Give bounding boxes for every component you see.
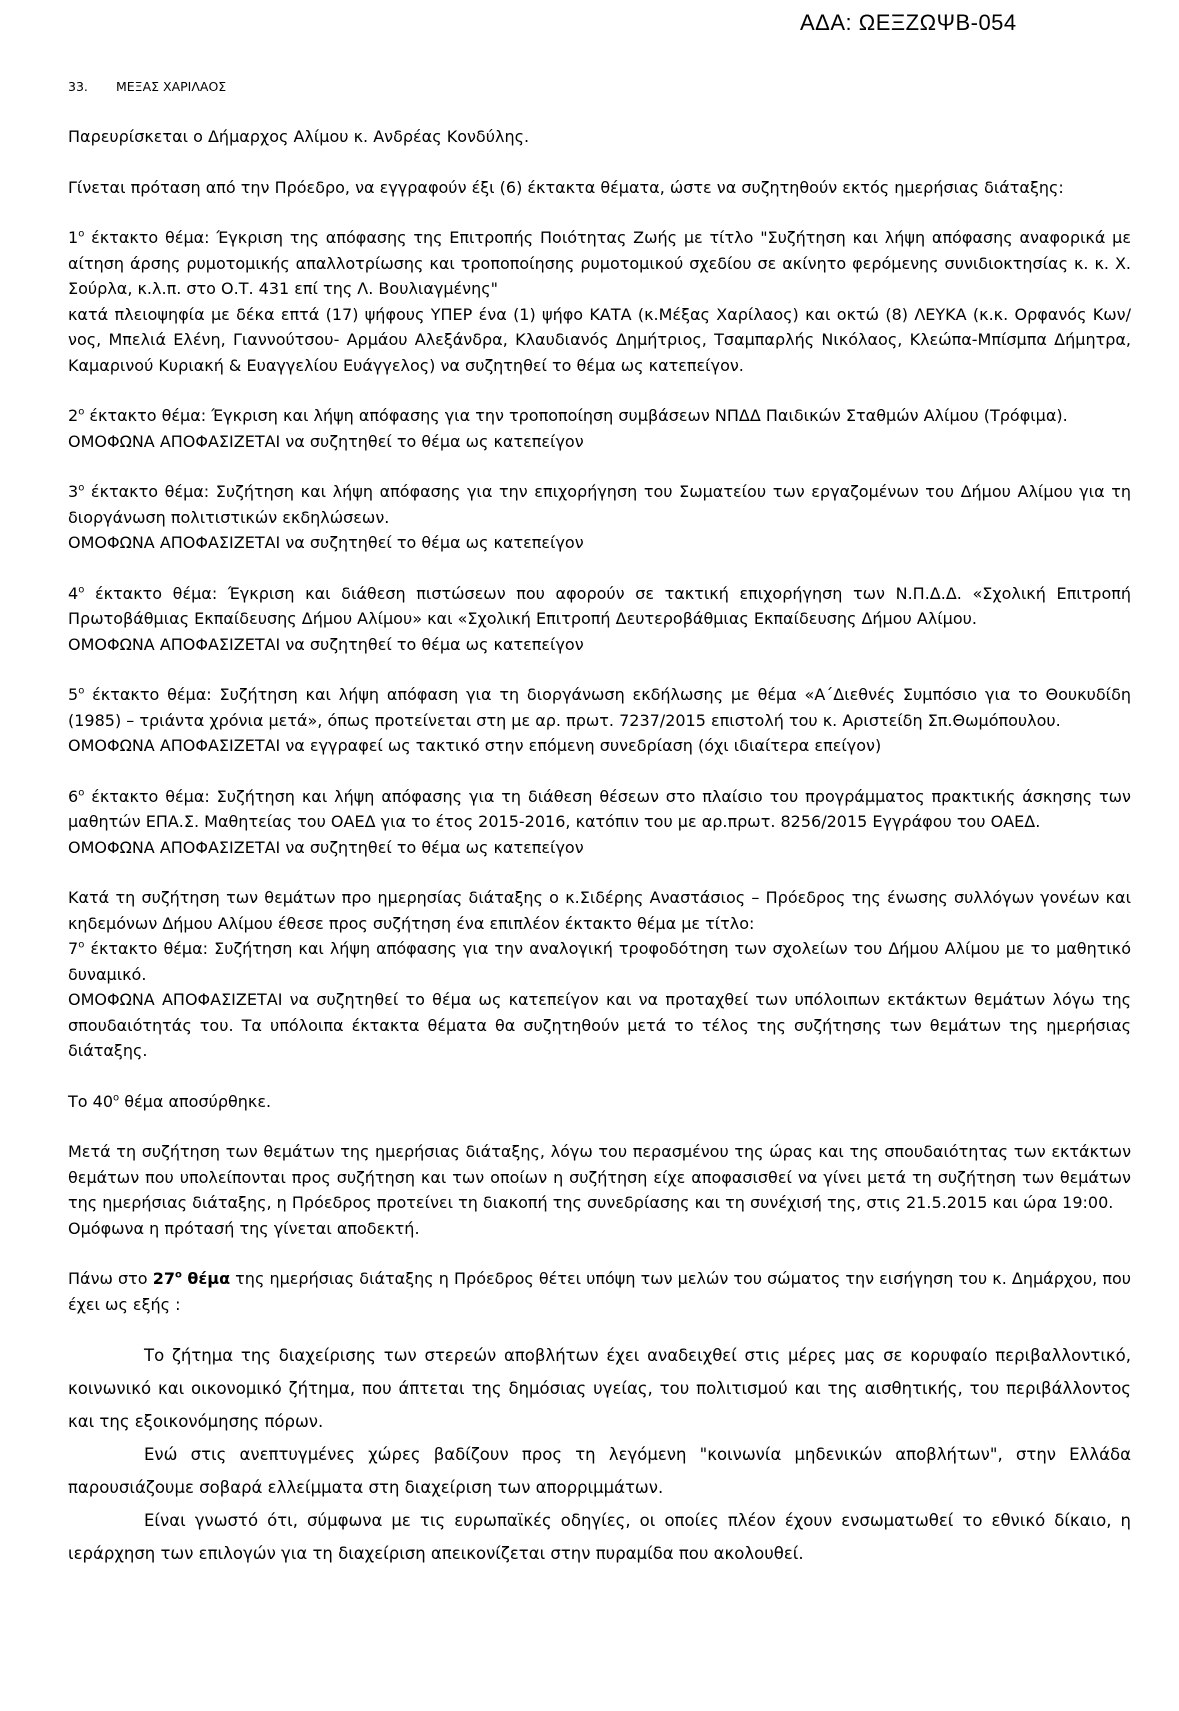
ordinal-sup: ο [78, 939, 85, 951]
emergency-item-4 [68, 581, 1131, 632]
item-text: έκτακτο θέμα: Συζήτηση και λήψη απόφασης για την αναλογική τροφοδότηση των σχολείων του Δήμου Αλίμου με το μαθητικό δυναμικό. [68, 939, 1131, 984]
item-num: 5 [68, 685, 79, 704]
item-num: 1 [68, 228, 79, 247]
emergency-item-7-vote: ΟΜΟΦΩΝΑ ΑΠΟΦΑΣΙΖΕΤΑΙ να συζητηθεί το θέμα ως κατεπείγον και να προταχθεί των υπόλοιπων εκτάκτων θεμάτων λόγω της σπουδαιότητάς του. Τα υπόλοιπα έκτακτα θέματα θα συζητηθούν μετά το τέλος της συζήτησης των θεμάτων της ημερήσιας διάταξης. [68, 990, 1131, 1060]
member-name: ΜΕΞΑΣ ΧΑΡΙΛΑΟΣ [116, 79, 227, 94]
item-number: 33. [68, 79, 88, 94]
item-num: 3 [68, 482, 79, 501]
ordinal-sup: ο [174, 1269, 182, 1281]
emergency-item-6-vote: ΟΜΟΦΩΝΑ ΑΠΟΦΑΣΙΖΕΤΑΙ να συζητηθεί το θέμα ως κατεπείγον [68, 837, 584, 857]
ordinal-sup: ο [78, 787, 85, 799]
ordinal-sup: ο [113, 1092, 120, 1104]
discussion-paragraph: Κατά τη συζήτηση των θεμάτων προ ημερησίας διάταξης ο κ.Σιδέρης Αναστάσιος – Πρόεδρος της ένωσης συλλόγων γονέων και κηδεμόνων Δήμου Αλίμου έθεσε προς συζήτηση ένα επιπλέον έκτακτο θέμα με τίτλο: [68, 888, 1131, 933]
item-num: 6 [68, 786, 79, 806]
ordinal-sup: ο [78, 584, 85, 596]
emergency-item-7 [68, 936, 1131, 987]
emergency-item-3-vote: ΟΜΟΦΩΝΑ ΑΠΟΦΑΣΙΖΕΤΑΙ να συζητηθεί το θέμα ως κατεπείγον [68, 533, 584, 552]
emergency-item-1 [68, 225, 1131, 302]
emergency-item-1-vote: κατά πλειοψηφία με δέκα επτά (17) ψήφους ΥΠΕΡ ένα (1) ψήφο ΚΑΤΑ (κ.Μέξας Χαρίλαος) και οκτώ (8) ΛΕΥΚΑ (κ.κ. Ορφανός Κων/νος, Μπελιά Ελένη, Γιαννούτσου- Αρμάου Αλεξάνδρα, Κλαυδιανός Δημήτριος, Τσαμπαρλής Νικόλαος, Κλεώπα-Μπίσμπα Δήμητρα, Καμαρινού Κυριακή & Ευαγγελίου Ευάγγελος) να συζητηθεί το θέμα ως κατεπείγον. [68, 304, 1131, 375]
item-num: 2 [68, 406, 79, 425]
acceptance-note: Ομόφωνα η πρότασή της γίνεται αποδεκτή. [68, 1218, 420, 1238]
ordinal-sup: ο [78, 228, 85, 240]
emergency-item-2 [68, 403, 1131, 429]
item-text: έκτακτο θέμα: Συζήτηση και λήψη απόφαση για τη διοργάνωση εκδήλωσης με θέμα «Α΄Διεθνές Συμπόσιο για το Θουκυδίδη (1985) – τριάντα χρόνια μετά», όπως προτείνεται στη με αρ. πρωτ. 7237/2015 επιστολή του κ. Αριστείδη Σπ.Θωμόπουλου. [68, 685, 1131, 730]
body-paragraph-3: Είναι γνωστό ότι, σύμφωνα με τις ευρωπαϊκές οδηγίες, οι οποίες πλέον έχουν ενσωματωθεί το εθνικό δίκαιο, η ιεράρχηση των επιλογών για τη διαχείριση απεικονίζεται στην πυραμίδα που ακολουθεί. [68, 1511, 1131, 1563]
emergency-item-2-vote: ΟΜΟΦΩΝΑ ΑΠΟΦΑΣΙΖΕΤΑΙ να συζητηθεί το θέμα ως κατεπείγον [68, 431, 584, 451]
emergency-item-6 [68, 784, 1131, 835]
ordinal-sup: ο [78, 406, 85, 418]
proposal-body [68, 1339, 1131, 1570]
proposal-paragraph: Γίνεται πρόταση από την Πρόεδρο, να εγγραφούν έξι (6) έκτακτα θέματα, ώστε να συζητηθούν εκτός ημερήσιας διάταξης: [68, 177, 1064, 197]
emergency-item-5 [68, 682, 1131, 733]
ordinal-sup: ο [78, 482, 85, 494]
adjournment-paragraph: Μετά τη συζήτηση των θεμάτων της ημερήσιας διάταξης, λόγω του περασμένου της ώρας και της σπουδαιότητας των εκτάκτων θεμάτων που υπολείπονται προς συζήτηση και των οποίων η συζήτηση είχε αποφασισθεί να γίνει μετά τη συζήτηση των θεμάτων της ημερήσιας διάταξης, η Πρόεδρος προτείνει τη διακοπή της συνεδρίασης και τη συνέχισή της, στις 21.5.2015 και ώρα 19:00. [68, 1142, 1131, 1212]
item-text: έκτακτο θέμα: Έγκριση και διάθεση πιστώσεων που αφορούν σε τακτική επιχορήγηση των Ν.Π.Δ.Δ. «Σχολική Επιτροπή Πρωτοβάθμιας Εκπαίδευσης Δήμου Αλίμου» και «Σχολική Επιτροπή Δευτεροβάθμιας Εκπαίδευσης Δήμου Αλίμου. [68, 583, 1131, 628]
emergency-item-4-vote: ΟΜΟΦΩΝΑ ΑΠΟΦΑΣΙΖΕΤΑΙ να συζητηθεί το θέμα ως κατεπείγον [68, 634, 584, 654]
item-num: 7 [68, 939, 79, 958]
item-text: έκτακτο θέμα: Έγκριση της απόφασης της Επιτροπής Ποιότητας Ζωής με τίτλο "Συζήτηση και λήψη απόφασης αναφορικά με αίτηση άρσης ρυμοτομικής απαλλοτρίωσης και τροποποίησης ρυμοτομικού σχεδίου σε ακίνητο φερόμενης συνιδιοκτησίας κ. κ. Χ. Σούρλα, κ.λ.π. στο Ο.Τ. 431 επί της Λ. Βουλιαγμένης" [68, 228, 1131, 298]
item-27-intro [68, 1266, 1131, 1317]
emergency-item-3 [68, 479, 1131, 530]
emergency-item-5-vote: ΟΜΟΦΩΝΑ ΑΠΟΦΑΣΙΖΕΤΑΙ να εγγραφεί ως τακτικό στην επόμενη συνεδρίαση (όχι ιδιαίτερα επείγον) [68, 736, 882, 755]
presence-note: Παρευρίσκεται ο Δήμαρχος Αλίμου κ. Ανδρέας Κονδύλης. [68, 127, 530, 146]
ordinal-sup: ο [78, 685, 85, 697]
intro-pre: Πάνω στο [68, 1269, 153, 1288]
item-num: 4 [68, 583, 79, 603]
item-27-num: 27 [152, 1269, 175, 1288]
item-text: έκτακτο θέμα: Συζήτηση και λήψη απόφασης για τη διάθεση θέσεων στο πλαίσιο του προγράμματος πρακτικής άσκησης των μαθητών ΕΠΑ.Σ. Μαθητείας του ΟΑΕΔ για το έτος 2015-2016, κατόπιν του με αρ.πρωτ. 8256/2015 Εγγράφου του ΟΑΕΔ. [68, 786, 1131, 831]
withdrawn-item [68, 1089, 1131, 1115]
intro-post: της ημερήσιας διάταξης η Πρόεδρος θέτει υπόψη των μελών του σώματος την εισήγηση του κ. Δημάρχου, που έχει ως εξής : [68, 1269, 1132, 1314]
withdrawn-post: θέμα αποσύρθηκε. [119, 1091, 272, 1111]
ada-code: ΑΔΑ: ΩΕΞΖΩΨΒ-054 [800, 10, 1017, 35]
item-text: έκτακτο θέμα: Έγκριση και λήψη απόφασης για την τροποποίηση συμβάσεων ΝΠΔΔ Παιδικών Σταθμών Αλίμου (Τρόφιμα). [84, 406, 1068, 425]
item-27-word: θέμα [181, 1269, 231, 1288]
body-paragraph-1: Το ζήτημα της διαχείρισης των στερεών αποβλήτων έχει αναδειχθεί στις μέρες μας σε κορυφαίο περιβαλλοντικό, κοινωνικό και οικονομικό ζήτημα, που άπτεται της δημόσιας υγείας, του πολιτισμού και της αισθητικής, του περιβάλλοντος και της εξοικονόμησης πόρων. [68, 1346, 1131, 1431]
item-27-label [153, 1269, 230, 1288]
withdrawn-pre: Το 40 [68, 1091, 114, 1111]
item-text: έκτακτο θέμα: Συζήτηση και λήψη απόφασης για την επιχορήγηση του Σωματείου των εργαζομένων του Δήμου Αλίμου για τη διοργάνωση πολιτιστικών εκδηλώσεων. [68, 482, 1131, 527]
body-paragraph-2: Ενώ στις ανεπτυγμένες χώρες βαδίζουν προς τη λεγόμενη "κοινωνία μηδενικών αποβλήτων", στην Ελλάδα παρουσιάζουμε σοβαρά ελλείμματα στη διαχείριση των απορριμμάτων. [68, 1445, 1131, 1497]
document-body [68, 124, 1131, 1570]
